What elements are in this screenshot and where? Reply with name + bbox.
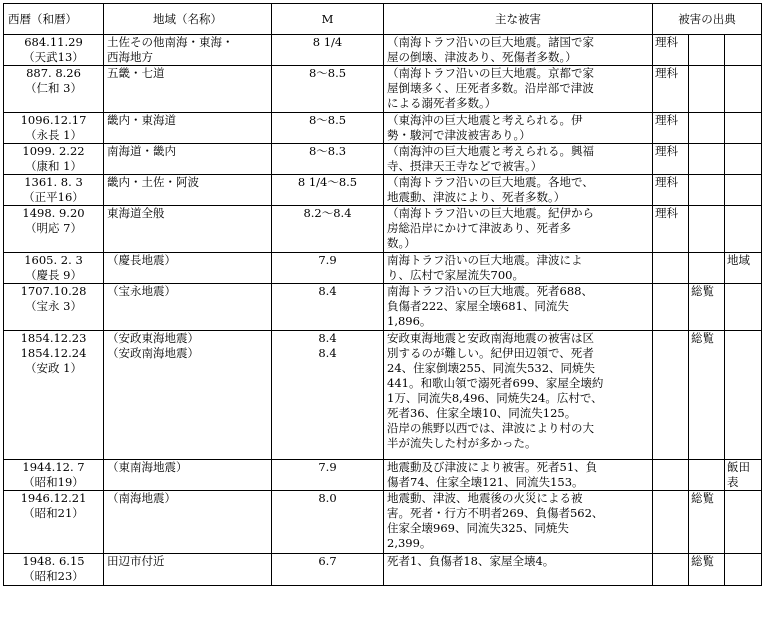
date-cell: 1854.12.23 1854.12.24 （安政 1） (4, 331, 104, 460)
magnitude-cell: 8～8.5 (272, 113, 384, 144)
table-body (4, 35, 762, 586)
damage-cell: （南海トラフ沿いの巨大地震。諸国で家 屋の倒壊、津波あり、死傷者多数。） (384, 35, 653, 66)
source-regional-cell (725, 284, 762, 331)
table-row (4, 554, 762, 586)
magnitude-cell: 8～8.3 (272, 144, 384, 175)
magnitude-cell: 8.4 (272, 284, 384, 331)
date-cell: 1605. 2. 3 （慶長 9） (4, 253, 104, 284)
source-regional-cell: 地域 (725, 253, 762, 284)
header-row (4, 4, 762, 35)
area-cell: 南海道・畿内 (104, 144, 272, 175)
date-cell: 1946.12.21 （昭和21） (4, 491, 104, 554)
damage-cell: （南海トラフ沿いの巨大地震。各地で、 地震動、津波により、死者多数。） (384, 175, 653, 206)
date-cell: 887. 8.26 （仁和 3） (4, 66, 104, 113)
source-regional-cell (725, 175, 762, 206)
source-regional-cell (725, 144, 762, 175)
date-cell: 1096.12.17 （永長 1） (4, 113, 104, 144)
source-catalog-cell: 総覧 (689, 554, 725, 586)
date-cell: 1498. 9.20 （明応 7） (4, 206, 104, 253)
magnitude-cell: 7.9 (272, 253, 384, 284)
area-cell: 田辺市付近 (104, 554, 272, 586)
header-magnitude: M (272, 4, 384, 35)
source-regional-cell (725, 113, 762, 144)
source-catalog-cell (689, 175, 725, 206)
damage-cell: 南海トラフ沿いの巨大地震。津波によ り、広村で家屋流失700。 (384, 253, 653, 284)
date-cell: 1944.12. 7 （昭和19） (4, 460, 104, 491)
damage-cell: 地震動及び津波により被害。死者51、負 傷者74、住家全壊121、同流失153。 (384, 460, 653, 491)
damage-cell: 南海トラフ沿いの巨大地震。死者688、 負傷者222、家屋全壊681、同流失 1,896。 (384, 284, 653, 331)
source-catalog-cell: 総覧 (689, 284, 725, 331)
table-row (4, 144, 762, 175)
damage-cell: （南海沖の巨大地震と考えられる。興福 寺、摂津天王寺などで被害。） (384, 144, 653, 175)
magnitude-cell: 7.9 (272, 460, 384, 491)
source-catalog-cell: 総覧 (689, 491, 725, 554)
date-cell: 1099. 2.22 （康和 1） (4, 144, 104, 175)
table-row (4, 113, 762, 144)
area-cell: （東南海地震） (104, 460, 272, 491)
source-regional-cell (725, 331, 762, 460)
damage-cell: 死者1、負傷者18、家屋全壊4。 (384, 554, 653, 586)
source-science-cell: 理科 (653, 206, 689, 253)
magnitude-cell: 8 1/4～8.5 (272, 175, 384, 206)
source-regional-cell (725, 491, 762, 554)
header-source: 被害の出典 (653, 4, 762, 35)
source-catalog-cell (689, 206, 725, 253)
table-row (4, 491, 762, 554)
magnitude-cell: 8.2～8.4 (272, 206, 384, 253)
damage-cell: （東海沖の巨大地震と考えられる。伊 勢・駿河で津波被害あり。） (384, 113, 653, 144)
area-cell: （慶長地震） (104, 253, 272, 284)
magnitude-cell: 8～8.5 (272, 66, 384, 113)
table-row (4, 284, 762, 331)
source-catalog-cell (689, 144, 725, 175)
magnitude-cell: 8 1/4 (272, 35, 384, 66)
source-science-cell: 理科 (653, 175, 689, 206)
source-science-cell (653, 331, 689, 460)
table-row (4, 175, 762, 206)
area-cell: 土佐その他南海・東海・ 西海地方 (104, 35, 272, 66)
source-regional-cell (725, 206, 762, 253)
source-regional-cell (725, 554, 762, 586)
area-cell: 東海道全般 (104, 206, 272, 253)
source-catalog-cell (689, 113, 725, 144)
table-row (4, 460, 762, 491)
source-science-cell (653, 554, 689, 586)
source-science-cell: 理科 (653, 35, 689, 66)
damage-cell: 地震動、津波、地震後の火災による被 害。死者・行方不明者269、負傷者562、 住家全壊969、同流失325、同焼失 2,399。 (384, 491, 653, 554)
magnitude-cell: 8.4 8.4 (272, 331, 384, 460)
damage-cell: （南海トラフ沿いの巨大地震。紀伊から 房総沿岸にかけて津波あり、死者多 数。） (384, 206, 653, 253)
source-catalog-cell (689, 35, 725, 66)
earthquake-table-container (3, 3, 762, 586)
source-catalog-cell (689, 460, 725, 491)
source-regional-cell (725, 66, 762, 113)
area-cell: 畿内・東海道 (104, 113, 272, 144)
source-catalog-cell: 総覧 (689, 331, 725, 460)
source-regional-cell (725, 35, 762, 66)
area-cell: 五畿・七道 (104, 66, 272, 113)
header-area: 地域（名称） (104, 4, 272, 35)
source-catalog-cell (689, 66, 725, 113)
area-cell: （安政東海地震） （安政南海地震） (104, 331, 272, 460)
area-cell: （宝永地震） (104, 284, 272, 331)
date-cell: 1361. 8. 3 （正平16） (4, 175, 104, 206)
damage-cell: （南海トラフ沿いの巨大地震。京都で家 屋倒壊多く、圧死者多数。沿岸部で津波 による溺死者多数。） (384, 66, 653, 113)
source-science-cell: 理科 (653, 113, 689, 144)
table-row (4, 35, 762, 66)
magnitude-cell: 8.0 (272, 491, 384, 554)
magnitude-cell: 6.7 (272, 554, 384, 586)
source-science-cell (653, 253, 689, 284)
table-row (4, 206, 762, 253)
date-cell: 1707.10.28 （宝永 3） (4, 284, 104, 331)
source-science-cell (653, 491, 689, 554)
date-cell: 1948. 6.15 （昭和23） (4, 554, 104, 586)
header-damage: 主な被害 (384, 4, 653, 35)
table-row (4, 253, 762, 284)
date-cell: 684.11.29 （天武13） (4, 35, 104, 66)
header-date: 西暦（和暦） (4, 4, 104, 35)
table-row (4, 331, 762, 460)
source-science-cell: 理科 (653, 144, 689, 175)
source-science-cell: 理科 (653, 66, 689, 113)
source-science-cell (653, 460, 689, 491)
source-science-cell (653, 284, 689, 331)
damage-cell: 安政東海地震と安政南海地震の被害は区 別するのが難しい。紀伊田辺領で、死者 24、住家倒壊255、同流失532、同焼失 441。和歌山領で溺死者699、家屋全壊約 1万、同流失8,496、同焼失24。広村で、 死者36、住家全壊10、同流失125。 沿岸の熊野以西では、津波により村の大 半が流失した村が多かった。 (384, 331, 653, 460)
source-catalog-cell (689, 253, 725, 284)
table-row (4, 66, 762, 113)
area-cell: 畿内・土佐・阿波 (104, 175, 272, 206)
area-cell: （南海地震） (104, 491, 272, 554)
earthquake-damage-table (3, 3, 762, 586)
source-regional-cell: 飯田 表 (725, 460, 762, 491)
